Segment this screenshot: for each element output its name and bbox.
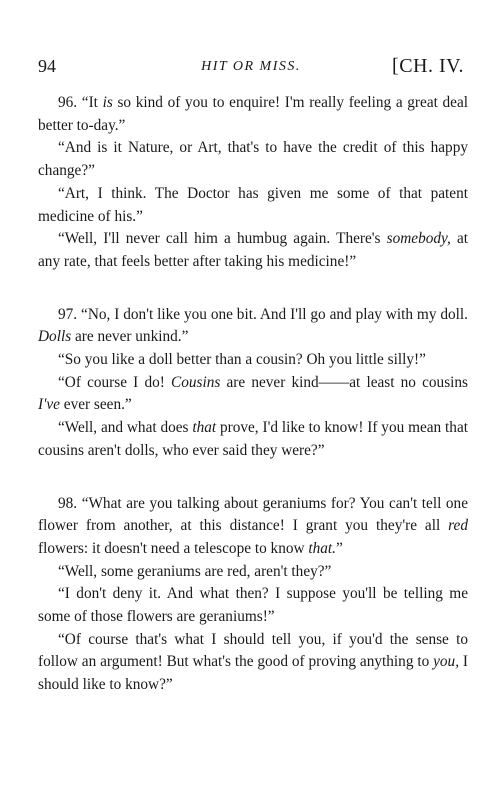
paragraph-text: “Well, some geraniums are red, aren't they?”: [58, 562, 332, 580]
section-98: [38, 493, 468, 697]
paragraph: [38, 228, 468, 273]
paragraph-text: “Of course I do!: [58, 373, 171, 391]
paragraph-text: 96. “It: [58, 94, 103, 111]
paragraph-text: ”: [336, 539, 343, 557]
paragraph-text: “So you like a doll better than a cousin? Oh you little silly!”: [58, 351, 426, 369]
paragraph: [38, 417, 468, 462]
italic-text: that.: [308, 539, 337, 557]
italic-text: that: [192, 419, 217, 437]
paragraph-text: “Well, and what does: [58, 419, 193, 437]
paragraph-text: “And is it Nature, or Art, that's to have the credit of this happy change?”: [38, 139, 468, 180]
paragraph: [38, 349, 468, 372]
paragraph: [38, 493, 468, 561]
paragraph-text: are never unkind.”: [71, 328, 189, 346]
italic-text: is: [102, 94, 113, 111]
paragraph: [38, 183, 468, 228]
paragraph-text: “Well, I'll never call him a humbug again. There's: [58, 230, 387, 248]
paragraph-text: 98. “What are you talking about geraniums for? You can't tell one flower from another, at this distance! I grant you they're all: [38, 494, 468, 535]
italic-text: Dolls: [38, 328, 72, 346]
paragraph-text: flowers: it doesn't need a telescope to know: [38, 539, 309, 557]
paragraph-text: “I don't deny it. And what then? I suppose you'll be telling me some of those flowers are geraniums!”: [38, 585, 468, 626]
paragraph-text: at any rate, that feels better after taking his medicine!”: [38, 230, 468, 270]
paragraph-text: “Art, I think. The Doctor has given me some of that patent medicine of his.”: [38, 184, 468, 225]
paragraph: [38, 372, 468, 417]
page-header: [38, 56, 464, 82]
italic-text: red: [448, 517, 468, 535]
chapter-marker: [CH. IV.: [392, 55, 464, 77]
page-number: 94: [38, 56, 56, 76]
section-97: [38, 304, 468, 463]
italic-text: I've: [38, 396, 60, 414]
paragraph-text: 97. “No, I don't like you one bit. And I'll go and play with my doll.: [58, 305, 468, 323]
paragraph-text: prove, I'd like to know! If you mean that cousins aren't dolls, who ever said they were?”: [38, 419, 468, 459]
paragraph: [38, 583, 468, 628]
italic-text: Cousins: [171, 373, 221, 391]
paragraph: [38, 561, 468, 584]
paragraph: [38, 629, 468, 697]
paragraph-text: ever seen.”: [59, 396, 132, 414]
paragraph-text: so kind of you to enquire! I'm really feeling a great deal better to-day.”: [38, 94, 468, 134]
paragraph-text: I should like to know?”: [38, 653, 468, 694]
italic-text: you,: [433, 653, 460, 671]
paragraph: [38, 92, 468, 137]
page-body: [38, 92, 468, 697]
section-96: [38, 92, 468, 274]
italic-text: somebody,: [386, 230, 451, 248]
paragraph-text: are never kind——at least no cousins: [220, 373, 468, 391]
paragraph: [38, 137, 468, 182]
paragraph: [38, 304, 468, 349]
running-title: HIT OR MISS.: [201, 59, 301, 74]
paragraph-text: “Of course that's what I should tell you, if you'd the sense to follow an argument! But what's the good of proving anything to: [38, 630, 468, 671]
